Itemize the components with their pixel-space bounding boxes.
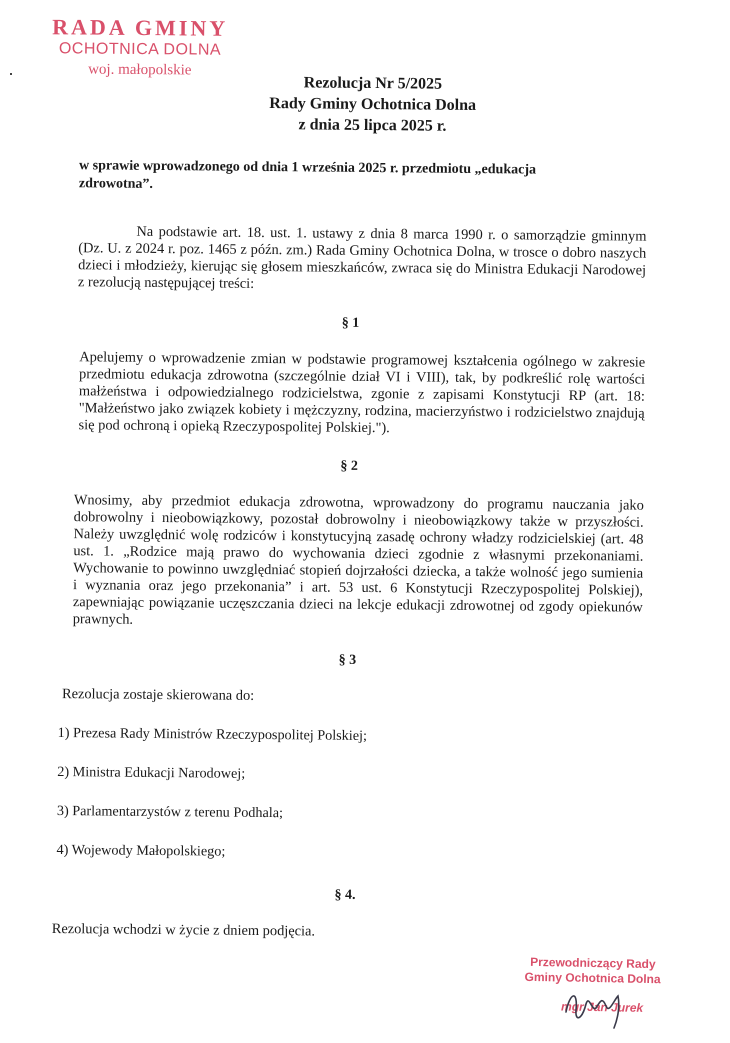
heading-date: z dnia 25 lipca 2025 r. bbox=[298, 116, 447, 135]
chairman-title: Przewodniczący Rady bbox=[530, 954, 656, 972]
stamp-line-1: RADA GMINY bbox=[52, 14, 229, 41]
section-2-text: Wnosimy, aby przedmiot edukacja zdrowotna, wprowadzony do programu nauczania jako dobrowolny i nieobowiązkowy, pozostał dobrowolny i nieobowiązkowy także w przyszłości. Należy uwzględnić wolę rodziców i konstytucyjną zasadę ochrony władzy rodzicielskiej (art. 48 ust. 1. „Rodzice mają prawo do wychowania dzieci zgodnie z własnymi przekonaniami. Wychowanie to powinno uwzględniać stopień dojrzałości dziecka, a także wolność jego sumienia i wyznania oraz jego przekonania” i art. 53 ust. 6 Konstytucji Rzeczypospolitej Polskiej), zapewniając powiązanie uczęszczania dzieci na lekcje edukacji zdrowotnej od zgody opiekunów prawnych. bbox=[72, 492, 644, 628]
section-4-text: Rezolucja wchodzi w życie z dniem podjęcia. bbox=[51, 920, 316, 940]
section-1-title: § 1 bbox=[341, 315, 360, 331]
section-1-text: Apelujemy o wprowadzenie zmian w podstawie programowej kształcenia ogólnego w zakresie przedmiotu edukacja zdrowotna (szczególnie dział VI i VIII), tak, by podkreślić rolę wartości małżeństwa i odpowiedzialnego rodzicielstwa, zgonie z zapisami Konstytucji RP (art. 18: "Małżeństwo jako związek kobiety i mężczyzny, rodzina, macierzyństwo i rodzicielstwo znajdują się pod ochroną i opieką Rzeczypospolitej Polskiej."). bbox=[78, 349, 646, 437]
stamp-line-2: OCHOTNICA DOLNA bbox=[58, 40, 222, 59]
chairman-council: Gminy Ochotnica Dolna bbox=[524, 969, 661, 987]
heading-council: Rady Gminy Ochotnica Dolna bbox=[269, 95, 477, 115]
list-item: 4) Wojewody Małopolskiego; bbox=[56, 842, 226, 860]
list-item: 3) Parlamentarzystów z terenu Podhala; bbox=[56, 803, 284, 822]
document-body bbox=[50, 70, 648, 944]
document-subject: w sprawie wprowadzonego od dnia 1 września 2025 r. przedmiotu „edukacja zdrowotna”. bbox=[78, 158, 537, 192]
section-3-title: § 3 bbox=[338, 652, 357, 668]
section-3-intro: Rezolucja zostaje skierowana do: bbox=[61, 686, 255, 704]
list-item: 1) Prezesa Rady Ministrów Rzeczypospolitej Polskiej; bbox=[57, 725, 368, 744]
document-heading bbox=[97, 70, 648, 138]
section-4-title: § 4. bbox=[334, 887, 356, 903]
intro-paragraph: Na podstawie art. 18. ust. 1. ustawy z dnia 8 marca 1990 r. o samorządzie gminnym (Dz. U. z 2024 r. poz. 1465 z późn. zm.) Rada Gminy Ochotnica Dolna, w trosce o dobro naszych dzieci i młodzieży, kierując się głosem mieszkańców, zwraca się do Ministra Edukacji Narodowej z rezolucją następującej treści: bbox=[77, 223, 647, 292]
chairman-name: mgr Jan Jurek bbox=[560, 999, 644, 1015]
stamp-line-3: woj. małopolskie bbox=[88, 61, 192, 79]
section-2-title: § 2 bbox=[340, 458, 359, 474]
scan-dot bbox=[10, 73, 12, 75]
list-item: 2) Ministra Edukacji Narodowej; bbox=[57, 764, 246, 782]
handwritten-signature bbox=[556, 982, 636, 1032]
heading-title: Rezolucja Nr 5/2025 bbox=[303, 74, 443, 93]
